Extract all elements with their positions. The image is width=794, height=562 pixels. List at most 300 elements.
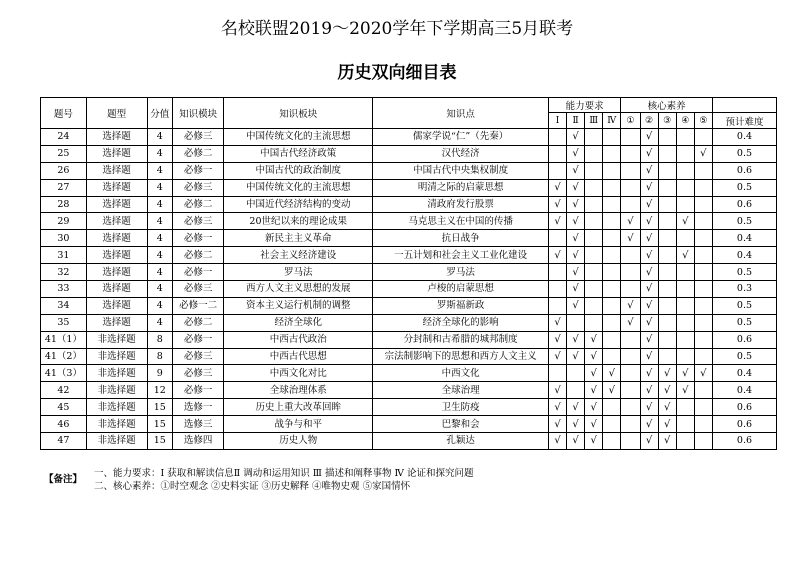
cell-point: 孔颖达 [373,433,549,450]
core-mark: √ [658,416,676,433]
cell-point: 中国古代中央集权制度 [373,162,549,179]
cell-block: 西方人文主义思想的发展 [224,281,373,298]
core-mark [658,196,676,213]
ability-mark: √ [585,348,603,365]
cell-point: 抗日战争 [373,230,549,247]
core-mark [658,297,676,314]
core-mark [621,179,640,196]
cell-difficulty: 0.6 [712,196,776,213]
header-core-2: ② [640,113,658,129]
core-mark [694,264,712,281]
core-mark: √ [640,433,658,450]
ability-mark [585,264,603,281]
core-mark [694,433,712,450]
cell-type: 选择题 [86,230,147,247]
cell-difficulty: 0.5 [712,348,776,365]
cell-no: 47 [41,433,87,450]
ability-mark: √ [567,213,585,230]
core-mark [658,145,676,162]
ability-mark [603,281,621,298]
cell-block: 罗马法 [224,264,373,281]
cell-score: 4 [147,162,173,179]
cell-type: 非选择题 [86,331,147,348]
ability-mark [548,297,566,314]
ability-mark [603,230,621,247]
cell-module: 必修二 [173,196,224,213]
ability-mark [585,162,603,179]
core-mark [658,129,676,146]
cell-point: 汉代经济 [373,145,549,162]
cell-no: 32 [41,264,87,281]
cell-no: 25 [41,145,87,162]
core-mark [658,264,676,281]
cell-module: 必修三 [173,348,224,365]
core-mark: √ [640,213,658,230]
ability-mark: √ [548,348,566,365]
header-core-1: ① [621,113,640,129]
cell-score: 8 [147,348,173,365]
cell-point: 儒家学说“仁”（先秦） [373,129,549,146]
cell-point: 罗斯福新政 [373,297,549,314]
ability-mark [603,416,621,433]
core-mark [676,399,694,416]
cell-type: 非选择题 [86,382,147,399]
cell-block: 社会主义经济建设 [224,247,373,264]
header-block: 知识板块 [224,98,373,129]
core-mark: √ [640,348,658,365]
core-mark: √ [640,230,658,247]
ability-mark [603,129,621,146]
ability-mark [585,129,603,146]
core-mark [694,314,712,331]
header-core-3: ③ [658,113,676,129]
cell-module: 必修一 [173,162,224,179]
ability-mark: √ [567,129,585,146]
ability-mark [603,247,621,264]
cell-score: 4 [147,314,173,331]
core-mark [676,281,694,298]
cell-no: 41（1） [41,331,87,348]
core-mark [694,416,712,433]
table-row [41,433,777,450]
ability-mark: √ [567,433,585,450]
core-mark [694,331,712,348]
cell-point: 罗马法 [373,264,549,281]
ability-mark [585,247,603,264]
cell-no: 41（3） [41,365,87,382]
cell-difficulty: 0.6 [712,399,776,416]
ability-mark: √ [585,331,603,348]
header-no: 题号 [41,98,87,129]
cell-type: 选择题 [86,162,147,179]
core-mark: √ [640,297,658,314]
ability-mark: √ [567,281,585,298]
ability-mark: √ [567,264,585,281]
cell-block: 中国古代经济政策 [224,145,373,162]
core-mark: √ [640,129,658,146]
cell-no: 41（2） [41,348,87,365]
ability-mark: √ [603,365,621,382]
cell-type: 非选择题 [86,348,147,365]
cell-type: 选择题 [86,314,147,331]
core-mark: √ [676,382,694,399]
table-row [41,281,777,298]
cell-score: 15 [147,416,173,433]
cell-module: 选修一 [173,399,224,416]
ability-mark: √ [548,331,566,348]
table-row [41,365,777,382]
cell-difficulty: 0.5 [712,145,776,162]
cell-difficulty: 0.4 [712,247,776,264]
cell-score: 4 [147,213,173,230]
cell-point: 清政府发行股票 [373,196,549,213]
header-ability-2: Ⅱ [567,113,585,129]
core-mark [658,179,676,196]
cell-score: 12 [147,382,173,399]
core-mark: √ [676,365,694,382]
cell-module: 必修三 [173,129,224,146]
ability-mark [603,179,621,196]
cell-type: 非选择题 [86,433,147,450]
cell-no: 46 [41,416,87,433]
core-mark [621,365,640,382]
core-mark [658,314,676,331]
table-row [41,416,777,433]
cell-block: 中国近代经济结构的变动 [224,196,373,213]
ability-mark: √ [548,399,566,416]
core-mark [694,399,712,416]
cell-type: 选择题 [86,247,147,264]
cell-no: 35 [41,314,87,331]
header-difficulty: 预计难度 [712,113,776,129]
ability-mark [603,264,621,281]
ability-mark [585,179,603,196]
cell-no: 45 [41,399,87,416]
ability-mark: √ [548,196,566,213]
ability-mark [603,162,621,179]
cell-type: 选择题 [86,179,147,196]
cell-point: 马克思主义在中国的传播 [373,213,549,230]
table-row [41,230,777,247]
cell-point: 中西文化 [373,365,549,382]
core-mark [694,247,712,264]
cell-module: 必修二 [173,145,224,162]
cell-no: 30 [41,230,87,247]
core-mark [621,331,640,348]
cell-point: 全球治理 [373,382,549,399]
core-mark [676,179,694,196]
cell-score: 4 [147,129,173,146]
cell-point: 明清之际的启蒙思想 [373,179,549,196]
header-type: 题型 [86,98,147,129]
ability-mark [603,314,621,331]
core-mark: √ [694,365,712,382]
core-mark [694,129,712,146]
exam-title: 名校联盟2019～2020学年下学期高三5月联考 [220,19,574,39]
cell-module: 必修一 [173,382,224,399]
ability-mark: √ [567,416,585,433]
cell-score: 15 [147,433,173,450]
core-mark [621,264,640,281]
core-mark: √ [640,281,658,298]
core-mark: √ [640,382,658,399]
core-mark: √ [640,179,658,196]
core-mark: √ [658,365,676,382]
core-mark [658,331,676,348]
ability-mark: √ [567,179,585,196]
ability-mark: √ [567,247,585,264]
cell-module: 必修二 [173,314,224,331]
cell-no: 33 [41,281,87,298]
core-mark [676,331,694,348]
ability-mark: √ [567,297,585,314]
core-mark: √ [676,247,694,264]
ability-mark [585,196,603,213]
ability-mark: √ [567,230,585,247]
core-mark: √ [621,297,640,314]
core-mark: √ [621,230,640,247]
cell-module: 必修一 [173,264,224,281]
cell-difficulty: 0.6 [712,162,776,179]
core-mark [658,247,676,264]
ability-mark: √ [585,399,603,416]
core-mark [694,179,712,196]
cell-module: 必修三 [173,281,224,298]
ability-mark: √ [567,162,585,179]
core-mark [694,297,712,314]
ability-mark: √ [548,382,566,399]
cell-module: 必修二 [173,247,224,264]
ability-mark: √ [548,416,566,433]
ability-mark: √ [603,382,621,399]
core-mark: √ [621,314,640,331]
core-mark [676,348,694,365]
ability-mark: √ [548,433,566,450]
core-mark [658,281,676,298]
ability-mark [585,145,603,162]
ability-mark: √ [548,247,566,264]
ability-mark [603,213,621,230]
cell-type: 选择题 [86,281,147,298]
cell-no: 28 [41,196,87,213]
core-mark: √ [640,331,658,348]
cell-block: 经济全球化 [224,314,373,331]
core-mark [621,162,640,179]
core-mark [694,382,712,399]
core-mark: √ [640,162,658,179]
core-mark: √ [676,213,694,230]
ability-mark [548,264,566,281]
ability-mark [603,297,621,314]
ability-mark [567,314,585,331]
core-mark [694,196,712,213]
table-row [41,213,777,230]
core-mark [658,348,676,365]
cell-no: 29 [41,213,87,230]
detail-table [40,97,777,450]
cell-block: 战争与和平 [224,416,373,433]
core-mark: √ [621,213,640,230]
cell-module: 必修一二 [173,297,224,314]
cell-block: 中西古代政治 [224,331,373,348]
core-mark [676,416,694,433]
core-mark: √ [640,247,658,264]
cell-no: 42 [41,382,87,399]
core-mark: √ [640,416,658,433]
core-mark [676,314,694,331]
cell-score: 4 [147,196,173,213]
table-row [41,145,777,162]
cell-block: 历史上重大改革回眸 [224,399,373,416]
cell-block: 全球治理体系 [224,382,373,399]
core-mark [621,348,640,365]
cell-score: 4 [147,281,173,298]
cell-score: 4 [147,297,173,314]
header-ability-1: Ⅰ [548,113,566,129]
cell-difficulty: 0.6 [712,416,776,433]
ability-mark: √ [567,196,585,213]
cell-difficulty: 0.4 [712,230,776,247]
core-mark: √ [658,382,676,399]
core-mark [676,297,694,314]
core-mark [694,213,712,230]
cell-no: 27 [41,179,87,196]
ability-mark [548,281,566,298]
ability-mark: √ [585,416,603,433]
cell-block: 中国传统文化的主流思想 [224,129,373,146]
ability-mark [603,433,621,450]
table-row [41,348,777,365]
cell-block: 20世纪以来的理论成果 [224,213,373,230]
core-mark [676,230,694,247]
header-difficulty-top [712,98,776,113]
cell-score: 4 [147,264,173,281]
ability-mark: √ [585,433,603,450]
cell-module: 必修一 [173,230,224,247]
table-row [41,179,777,196]
cell-difficulty: 0.6 [712,433,776,450]
ability-mark [585,297,603,314]
cell-type: 选择题 [86,264,147,281]
cell-type: 选择题 [86,196,147,213]
core-mark [658,162,676,179]
ability-mark: √ [567,331,585,348]
cell-score: 15 [147,399,173,416]
cell-difficulty: 0.4 [712,129,776,146]
core-mark: √ [640,145,658,162]
core-mark [621,399,640,416]
cell-no: 26 [41,162,87,179]
cell-point: 巴黎和会 [373,416,549,433]
cell-difficulty: 0.5 [712,213,776,230]
core-mark [694,230,712,247]
cell-type: 选择题 [86,145,147,162]
header-ability-3: Ⅲ [585,113,603,129]
cell-block: 历史人物 [224,433,373,450]
cell-block: 中西古代思想 [224,348,373,365]
header-score: 分值 [147,98,173,129]
core-mark [676,145,694,162]
cell-type: 选择题 [86,297,147,314]
cell-point: 卢梭的启蒙思想 [373,281,549,298]
cell-difficulty: 0.5 [712,179,776,196]
header-core-4: ④ [676,113,694,129]
table-row [41,264,777,281]
header-core: 核心素养 [621,98,713,113]
cell-no: 24 [41,129,87,146]
core-mark: √ [640,196,658,213]
cell-point: 分封制和古希腊的城邦制度 [373,331,549,348]
ability-mark: √ [567,348,585,365]
cell-block: 中西文化对比 [224,365,373,382]
ability-mark [603,196,621,213]
ability-mark [603,348,621,365]
cell-difficulty: 0.5 [712,297,776,314]
notes-core: 二、核心素养：①时空观念 ②史料实证 ③历史解释 ④唯物史观 ⑤家国情怀 [94,481,411,492]
ability-mark [585,213,603,230]
table-row [41,162,777,179]
cell-module: 必修三 [173,365,224,382]
cell-type: 选择题 [86,213,147,230]
cell-block: 中国古代的政治制度 [224,162,373,179]
core-mark: √ [640,365,658,382]
core-mark: √ [694,145,712,162]
core-mark [676,433,694,450]
core-mark [694,162,712,179]
core-mark [676,129,694,146]
table-subtitle: 历史双向细目表 [337,63,457,83]
table-row [41,382,777,399]
ability-mark [567,365,585,382]
cell-module: 选修四 [173,433,224,450]
cell-score: 4 [147,230,173,247]
core-mark [621,129,640,146]
ability-mark: √ [585,382,603,399]
cell-type: 非选择题 [86,399,147,416]
cell-type: 非选择题 [86,365,147,382]
cell-type: 非选择题 [86,416,147,433]
notes-label: 【备注】 [44,474,83,485]
ability-mark [603,145,621,162]
cell-point: 宗法制影响下的思想和西方人文主义 [373,348,549,365]
cell-module: 必修三 [173,179,224,196]
ability-mark [548,145,566,162]
cell-module: 选修三 [173,416,224,433]
cell-point: 经济全球化的影响 [373,314,549,331]
ability-mark [585,314,603,331]
cell-difficulty: 0.4 [712,382,776,399]
ability-mark [585,281,603,298]
ability-mark [548,129,566,146]
core-mark: √ [658,399,676,416]
cell-difficulty: 0.5 [712,314,776,331]
ability-mark: √ [567,145,585,162]
table-row [41,297,777,314]
cell-difficulty: 0.3 [712,281,776,298]
notes-ability: 一、能力要求：Ⅰ 获取和解读信息Ⅱ 调动和运用知识 Ⅲ 描述和阐释事物 Ⅳ 论证和探究问题 [94,468,474,479]
ability-mark: √ [567,399,585,416]
cell-module: 必修一 [173,331,224,348]
ability-mark: √ [548,314,566,331]
core-mark: √ [640,399,658,416]
core-mark [694,348,712,365]
header-ability-4: Ⅳ [603,113,621,129]
core-mark [658,213,676,230]
cell-score: 9 [147,365,173,382]
core-mark [621,196,640,213]
cell-point: 一五计划和社会主义工业化建设 [373,247,549,264]
cell-difficulty: 0.6 [712,331,776,348]
